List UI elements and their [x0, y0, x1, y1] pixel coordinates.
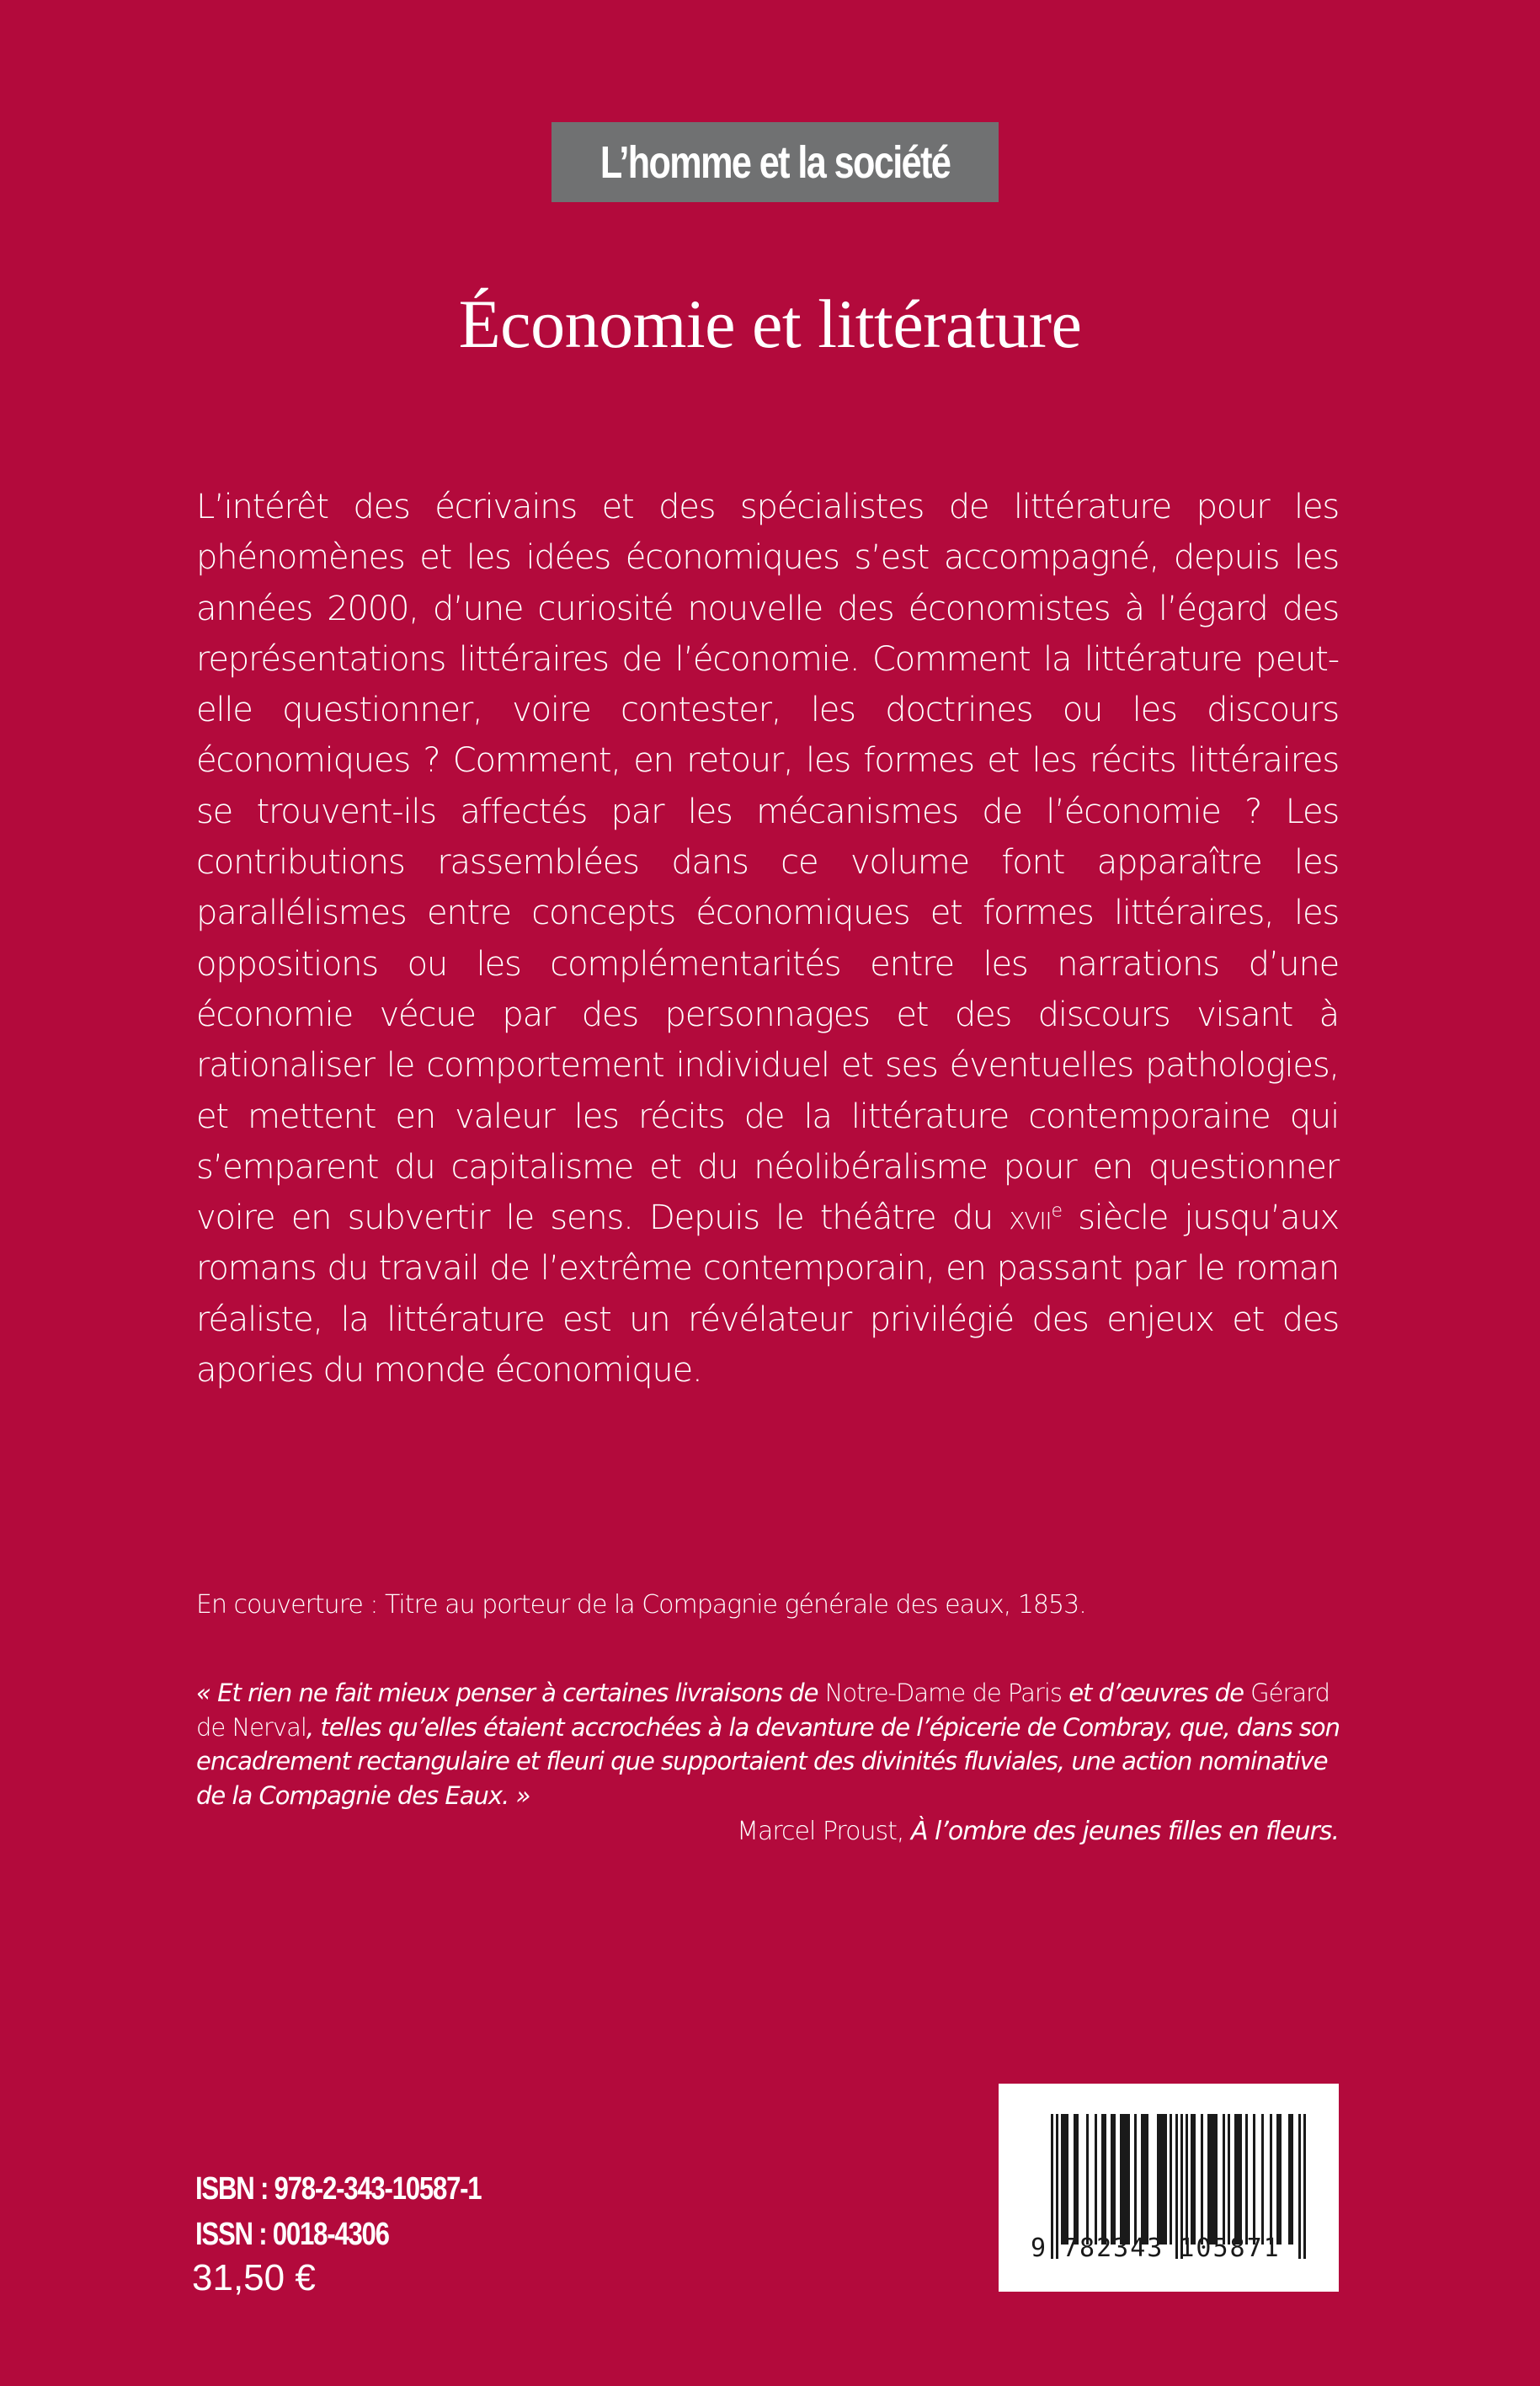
attribution-work: À l’ombre des jeunes filles en fleurs.	[910, 1817, 1339, 1846]
century-superscript: e	[1051, 1200, 1062, 1222]
quote-segment: , telles qu’elles étaient accrochées à la devanture de l’épicerie de Combray, que, dans son encadrement rectangulaire et fleuri que supportaient des divinités fluviales, une action nominative de la Compagnie des Eaux. »	[196, 1712, 1340, 1810]
barcode	[999, 2084, 1339, 2292]
isbn: ISBN : 978-2-343-10587-1	[195, 2171, 482, 2207]
quote-attribution	[737, 1817, 1339, 1846]
series-name: L’homme et la société	[599, 136, 951, 188]
barcode-lead-digit: 9	[1031, 2234, 1047, 2263]
issn: ISSN : 0018-4306	[195, 2217, 389, 2252]
century-numeral: xvii	[1009, 1198, 1052, 1238]
blurb-text-part2: siècle jusqu’aux romans du travail de l’extrême contemporain, en passant par le roman réaliste, la littérature est un révélateur privilégié des enjeux et des apories du monde économique.	[196, 1198, 1340, 1390]
identifiers	[195, 2166, 544, 2257]
proust-quote	[196, 1676, 1358, 1812]
book-title: Économie et littérature	[458, 286, 1082, 362]
barcode-digits	[1031, 2234, 1317, 2263]
barcode-group-2: 105871	[1179, 2234, 1281, 2263]
quote-segment: « Et rien ne fait mieux penser à certaines livraisons de	[196, 1679, 825, 1707]
price: 31,50 €	[192, 2257, 316, 2298]
attribution-author: Marcel Proust,	[737, 1817, 911, 1846]
quote-name-nerval: Gérard de Nerval	[196, 1679, 1330, 1742]
barcode-group-1: 782343	[1063, 2234, 1164, 2263]
quote-title-notre-dame: Notre-Dame de Paris	[824, 1679, 1062, 1707]
cover-credit: En couverture : Titre au porteur de la Compagnie générale des eaux, 1853.	[196, 1590, 1086, 1620]
quote-segment: et d’œuvres de	[1061, 1679, 1251, 1707]
series-banner	[552, 122, 999, 202]
blurb-text-part1: L’intérêt des écrivains et des spécialistes de littérature pour les phénomènes et les idées économiques s’est accompagné, depuis les années 2000, d’une curiosité nouvelle des économistes à l’égard des représentations littéraires de l’économie. Comment la littérature peut-elle questionner, voire contester, les doctrines ou les discours économiques ? Comment, en retour, les formes et les récits littéraires se trouvent-ils affectés par les mécanismes de l’économie ? Les contributions rassemblées dans ce volume font apparaître les parallélismes entre concepts économiques et formes littéraires, les oppositions ou les complémentarités entre les narrations d’une économie vécue par des personnages et des discours visant à rationaliser le comportement individuel et ses éventuelles pathologies, et mettent en valeur les récits de la littérature contemporaine qui s’emparent du capitalisme et du néolibéralisme pour en questionner voire en subvertir le sens. Depuis le théâtre du	[196, 488, 1339, 1238]
back-cover-blurb	[196, 482, 1339, 1396]
